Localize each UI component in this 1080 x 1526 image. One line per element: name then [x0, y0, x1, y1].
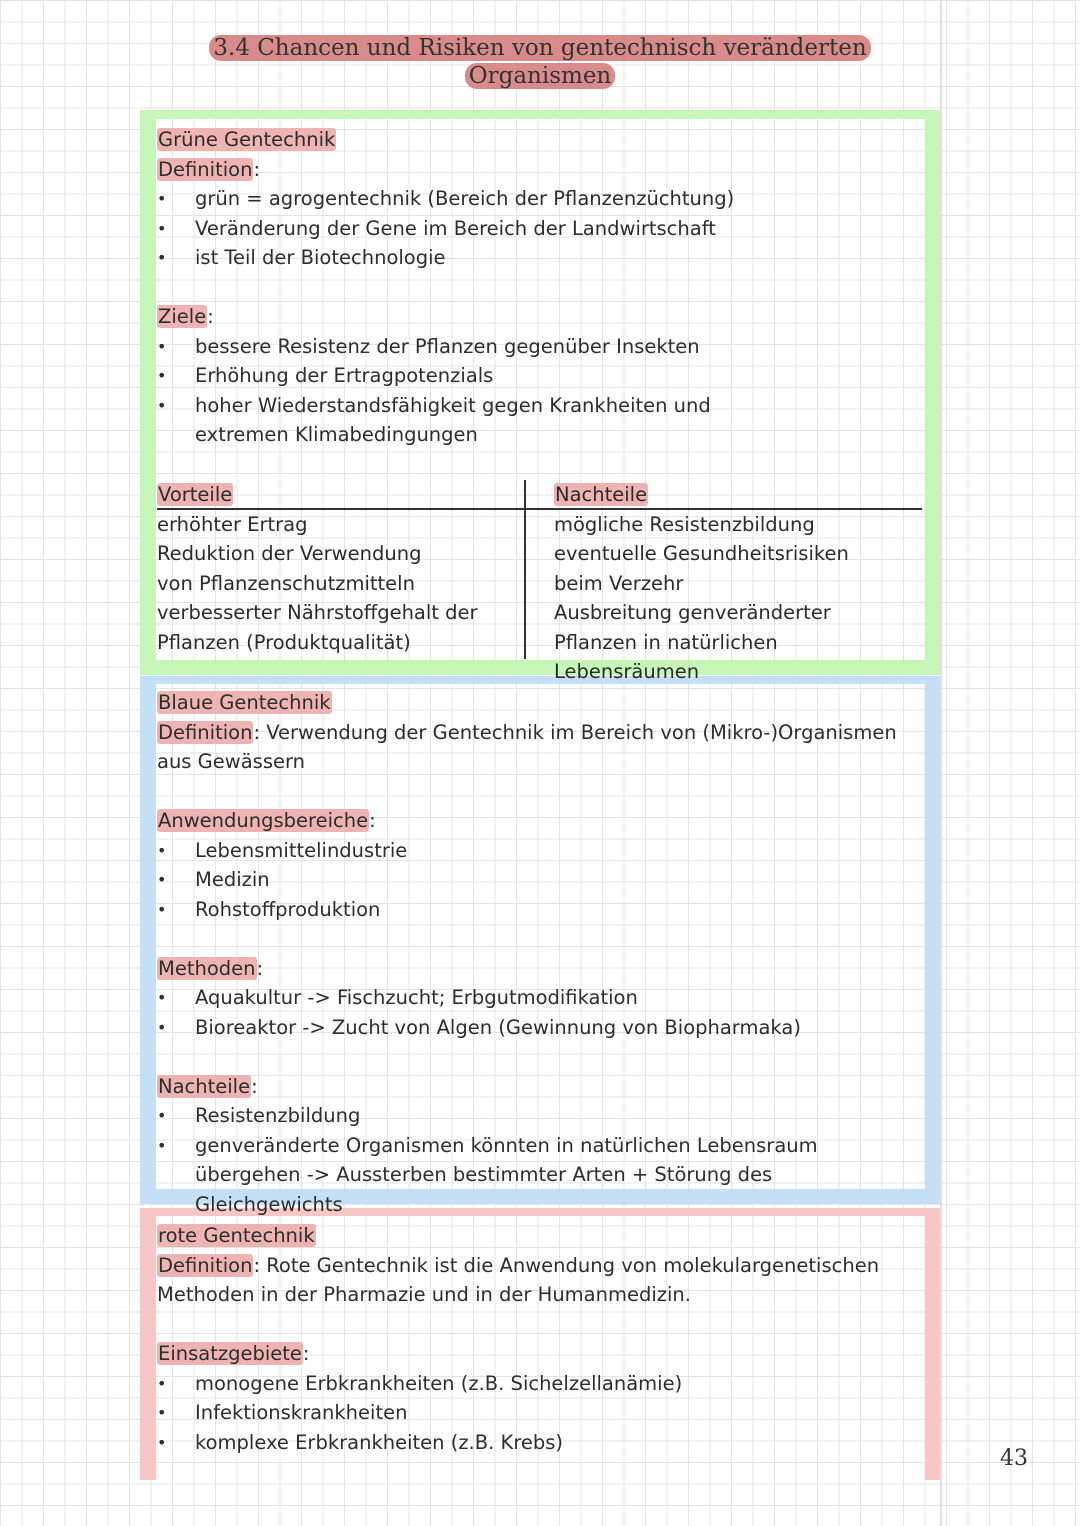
- page-title: 3.4 Chancen und Risiken von gentechnisch veränderten Organismen: [140, 34, 940, 90]
- blue-heading: Blaue Gentechnik: [158, 691, 331, 714]
- blue-definition-label: Definition: [158, 720, 253, 744]
- red-section: rote Gentechnik Definition: Rote Gentechnik ist die Anwendung von molekulargenetischen Methoden in der Pharmazie und in der Humanmedizin. Einsatzgebiete: • monogene Erbkrankheiten (z.B. Sichelzellanämie) • Infektionskrankheiten • komplexe Erbkrankheiten (z.B. Krebs): [157, 1221, 917, 1457]
- green-section: Grüne Gentechnik Definition: • grün = agrogentechnik (Bereich der Pflanzenzüchtung) • Veränderung der Gene im Bereich der Landwirtschaft • ist Teil der Biotechnologie Ziele: • bessere Resistenz der Pflanzen gegenüber Insekten • Erhöhung der Ertragpotenzials • hoher Wiederstandsfähigkeit gegen Krankheiten und extremen Klimabedingungen: [157, 125, 917, 450]
- list-item: • monogene Erbkrankheiten (z.B. Sichelzellanämie): [157, 1369, 917, 1399]
- table-cell: verbesserter Nährstoffgehalt der Pflanzen (Produktqualität): [157, 601, 478, 654]
- blue-definition-text: Verwendung der Gentechnik im Bereich von (Mikro-)Organismen aus Gewässern: [157, 720, 897, 773]
- disadvantages-column: [554, 480, 922, 687]
- red-definition-label: Definition: [158, 1253, 253, 1277]
- list-item: • hoher Wiederstandsfähigkeit gegen Krankheiten und extremen Klimabedingungen: [157, 391, 797, 450]
- list-item: • Medizin: [157, 865, 917, 895]
- table-cell: eventuelle Gesundheitsrisiken beim Verzehr: [554, 542, 849, 595]
- blue-methods-label: Methoden: [158, 956, 256, 980]
- list-item: • bessere Resistenz der Pflanzen gegenüber Insekten: [157, 332, 797, 362]
- red-areas-list: [157, 1369, 917, 1458]
- list-item: • Lebensmittelindustrie: [157, 836, 917, 866]
- list-item: • Bioreaktor -> Zucht von Algen (Gewinnung von Biopharmaka): [157, 1013, 917, 1043]
- table-cell: Reduktion der Verwendung von Pflanzenschutzmitteln: [157, 542, 422, 595]
- list-item: • Erhöhung der Ertragpotenzials: [157, 361, 797, 391]
- red-definition-text: Rote Gentechnik ist die Anwendung von molekulargenetischen Methoden in der Pharmazie und in der Humanmedizin.: [157, 1253, 880, 1306]
- advantages-column: [157, 480, 522, 657]
- advantages-label: Vorteile: [158, 483, 233, 506]
- blue-areas-label: Anwendungsbereiche: [158, 809, 369, 832]
- list-item: • ist Teil der Biotechnologie: [157, 243, 917, 273]
- green-goals-label: Ziele: [158, 305, 207, 328]
- list-item: • Aquakultur -> Fischzucht; Erbgutmodifikation: [157, 983, 917, 1013]
- list-item: • Veränderung der Gene im Bereich der Landwirtschaft: [157, 214, 917, 244]
- red-areas-label: Einsatzgebiete: [158, 1342, 302, 1365]
- blue-disadvantages-list: [157, 1101, 897, 1219]
- table-cell: mögliche Resistenzbildung: [554, 512, 815, 536]
- list-item: • grün = agrogentechnik (Bereich der Pflanzenzüchtung): [157, 184, 917, 214]
- table-cell: Ausbreitung genveränderter Pflanzen in natürlichen Lebensräumen: [554, 601, 831, 683]
- blue-disadvantages-label: Nachteile: [158, 1074, 251, 1098]
- list-item: • genveränderte Organismen könnten in natürlichen Lebensraum übergehen -> Aussterben bestimmter Arten + Störung des Gleichgewichts: [157, 1131, 897, 1220]
- green-goals-list: [157, 332, 797, 450]
- blue-areas-list: [157, 836, 917, 925]
- blue-methods-list: [157, 983, 917, 1042]
- list-item: • Resistenzbildung: [157, 1101, 897, 1131]
- page-number: 43: [1000, 1446, 1028, 1471]
- red-heading: rote Gentechnik: [158, 1224, 315, 1247]
- blue-section: Blaue Gentechnik Definition: Verwendung der Gentechnik im Bereich von (Mikro-)Organismen aus Gewässern Anwendungsbereiche: • Lebensmittelindustrie • Medizin • Rohstoffproduktion Methoden: • Aquakultur -> Fischzucht; Erbgutmodifikation • Bioreaktor -> Zucht von Algen (Gewinnung von Biopharmaka) Nachteile: • Resistenzbildung • genveränderte Organismen könnten in natürlichen Lebensraum übergehen -> Aussterben bestimmter Arten + Störung des Gleichgewichts: [157, 688, 917, 1219]
- table-divider-vertical: [524, 480, 526, 659]
- list-item: • Rohstoffproduktion: [157, 895, 917, 925]
- green-definition-label: Definition: [158, 157, 253, 181]
- list-item: • komplexe Erbkrankheiten (z.B. Krebs): [157, 1428, 917, 1458]
- list-item: • Infektionskrankheiten: [157, 1398, 917, 1428]
- table-cell: erhöhter Ertrag: [157, 512, 308, 536]
- green-heading: Grüne Gentechnik: [158, 128, 336, 151]
- disadvantages-label: Nachteile: [555, 483, 648, 506]
- green-definition-list: [157, 184, 917, 273]
- page-margin-line: [940, 0, 942, 1526]
